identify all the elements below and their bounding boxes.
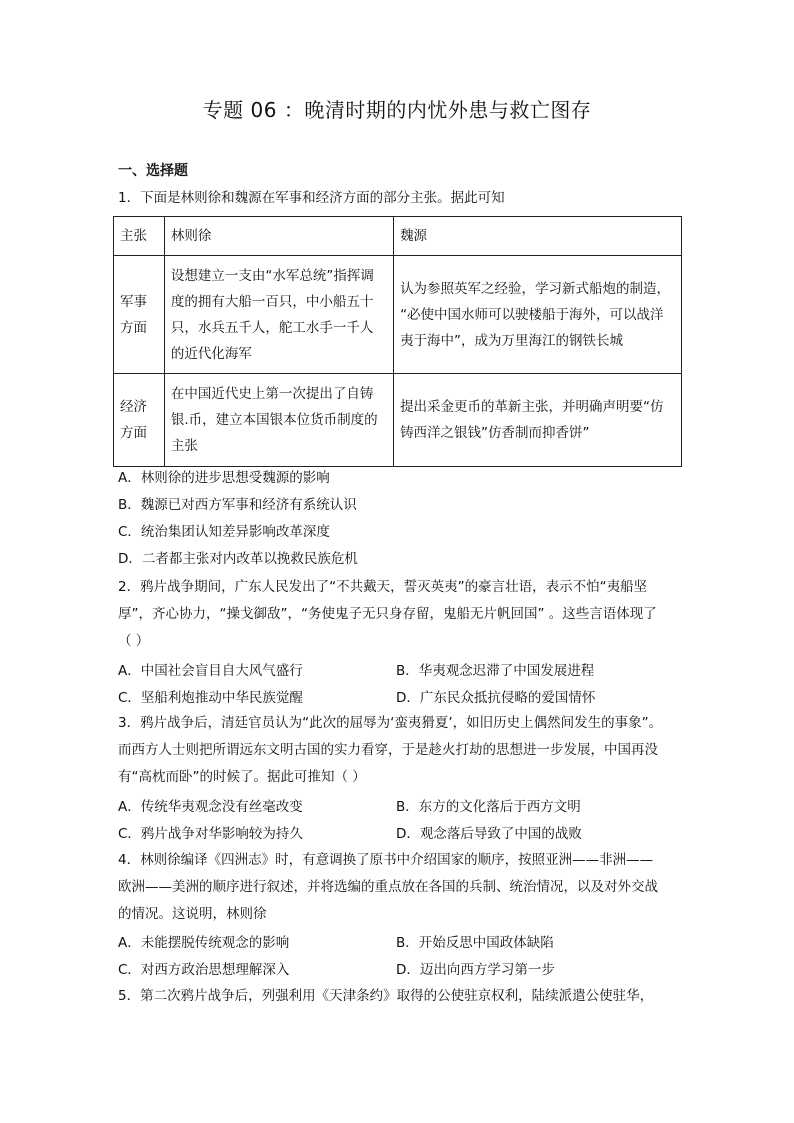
- q4-stem-line: 欧洲——美洲的顺序进行叙述，并将选编的重点放在各国的兵制、统治情况，以及对外交战: [118, 879, 658, 895]
- q4-option-c: C．对西方政治思想理解深入: [118, 962, 290, 978]
- row-label: [114, 256, 165, 374]
- q3-stem-line: 而西方人士则把所谓远东文明古国的实力看穿，于是趁火打劫的思想进一步发展，中国再没: [118, 742, 658, 758]
- table-header-cell: 林则徐: [164, 217, 393, 256]
- cell-line: 银.币，建立本国银本位货币制度的: [170, 412, 378, 428]
- q2-stem-line: 2．鸦片战争期间，广东人民发出了“不共戴天，誓灭英夷”的豪言壮语，表示不怕“夷船坚: [118, 579, 648, 595]
- q3-option-d: D．观念落后导致了中国的战败: [396, 826, 582, 842]
- row-label: [114, 374, 165, 467]
- q4-option-d: D．迈出向西方学习第一步: [396, 962, 555, 978]
- q1-table: [113, 216, 682, 467]
- q3-option-c: C．鸦片战争对华影响较为持久: [118, 826, 303, 842]
- table-header-cell: 魏源: [394, 217, 682, 256]
- wei-cell: [394, 374, 682, 467]
- lin-cell: [164, 374, 393, 467]
- q1-stem: 1．下面是林则徐和魏源在军事和经济方面的部分主张。据此可知: [118, 190, 505, 206]
- q1-option-c: C．统治集团认知差异影响改革深度: [118, 524, 330, 540]
- row-label-line: 军事: [120, 293, 147, 310]
- lin-cell: [164, 256, 393, 374]
- cell-line: 夷于海中”，成为万里海江的钢铁长城: [400, 332, 624, 349]
- q3-stem-line: 有“高枕而卧”的时候了。据此可推知（ ）: [118, 769, 366, 785]
- q5-stem-line: 5．第二次鸦片战争后，列强利用《天津条约》取得的公使驻京权利，陆续派遣公使驻华，: [118, 988, 654, 1004]
- section-heading: 一、选择题: [118, 163, 188, 179]
- row-label-line: 方面: [120, 425, 147, 441]
- q2-stem-line: （ ）: [118, 633, 150, 649]
- q1-option-a: A．林则徐的进步思想受魏源的影响: [118, 470, 330, 486]
- q2-option-a: A．中国社会盲目自大风气盛行: [118, 663, 303, 679]
- cell-line: 铸西洋之银钱”仿香制而抑香饼”: [400, 425, 590, 441]
- cell-line: 在中国近代史上第一次提出了自铸: [170, 386, 374, 402]
- cell-line: “必使中国水师可以驶楼船于海外，可以战洋: [400, 306, 664, 323]
- q1-option-b: B．魏源已对西方军事和经济有系统认识: [118, 497, 357, 513]
- cell-line: 设想建立一支由“水军总统”指挥调: [170, 267, 374, 284]
- q2-option-c: C．坚船利炮推动中华民族觉醒: [118, 690, 303, 706]
- row-label-line: 经济: [120, 399, 147, 415]
- cell-line: 度的拥有大船一百只，中小船五十: [170, 293, 374, 310]
- q4-stem-line: 的情况。这说明，林则徐: [118, 906, 267, 922]
- cell-line: 只，水兵五千人，舵工水手一千人: [170, 319, 374, 336]
- q4-option-b: B．开始反思中国政体缺陷: [396, 935, 554, 951]
- q2-option-b: B．华夷观念迟滞了中国发展进程: [396, 663, 595, 679]
- q2-stem-line: 厚”，齐心协力，“操戈御敌”，“务使鬼子无只身存留，鬼船无片帆回国” 。这些言语体现了: [118, 606, 657, 622]
- cell-line: 主张: [170, 438, 198, 454]
- q3-option-b: B．东方的文化落后于西方文明: [396, 799, 581, 815]
- cell-line: 认为参照英军之经验，学习新式船炮的制造，: [400, 280, 671, 297]
- table-row: [114, 256, 682, 374]
- cell-line: 提出采金更币的革新主张，并明确声明要“仿: [400, 399, 664, 415]
- q3-stem-line: 3．鸦片战争后，清廷官员认为“此次的屈辱为‘蛮夷猾夏’，如旧历史上偶然间发生的事象”。: [118, 715, 663, 731]
- wei-cell: [394, 256, 682, 374]
- q4-stem-line: 4．林则徐编译《四洲志》时，有意调换了原书中介绍国家的顺序，按照亚洲——非洲——: [118, 852, 654, 868]
- page-title: 专题 06 ：晚清时期的内忧外患与救亡图存: [202, 98, 592, 122]
- q3-option-a: A．传统华夷观念没有丝毫改变: [118, 799, 303, 815]
- q1-option-d: D．二者都主张对内改革以挽救民族危机: [118, 551, 358, 567]
- table-header-cell: 主张: [114, 217, 165, 256]
- table-header-row: [114, 217, 682, 256]
- row-label-line: 方面: [120, 319, 147, 336]
- table-row: [114, 374, 682, 467]
- q2-option-d: D．广东民众抵抗侵略的爱国情怀: [396, 690, 596, 706]
- q4-option-a: A．未能摆脱传统观念的影响: [118, 935, 290, 951]
- cell-line: 的近代化海军: [170, 345, 252, 362]
